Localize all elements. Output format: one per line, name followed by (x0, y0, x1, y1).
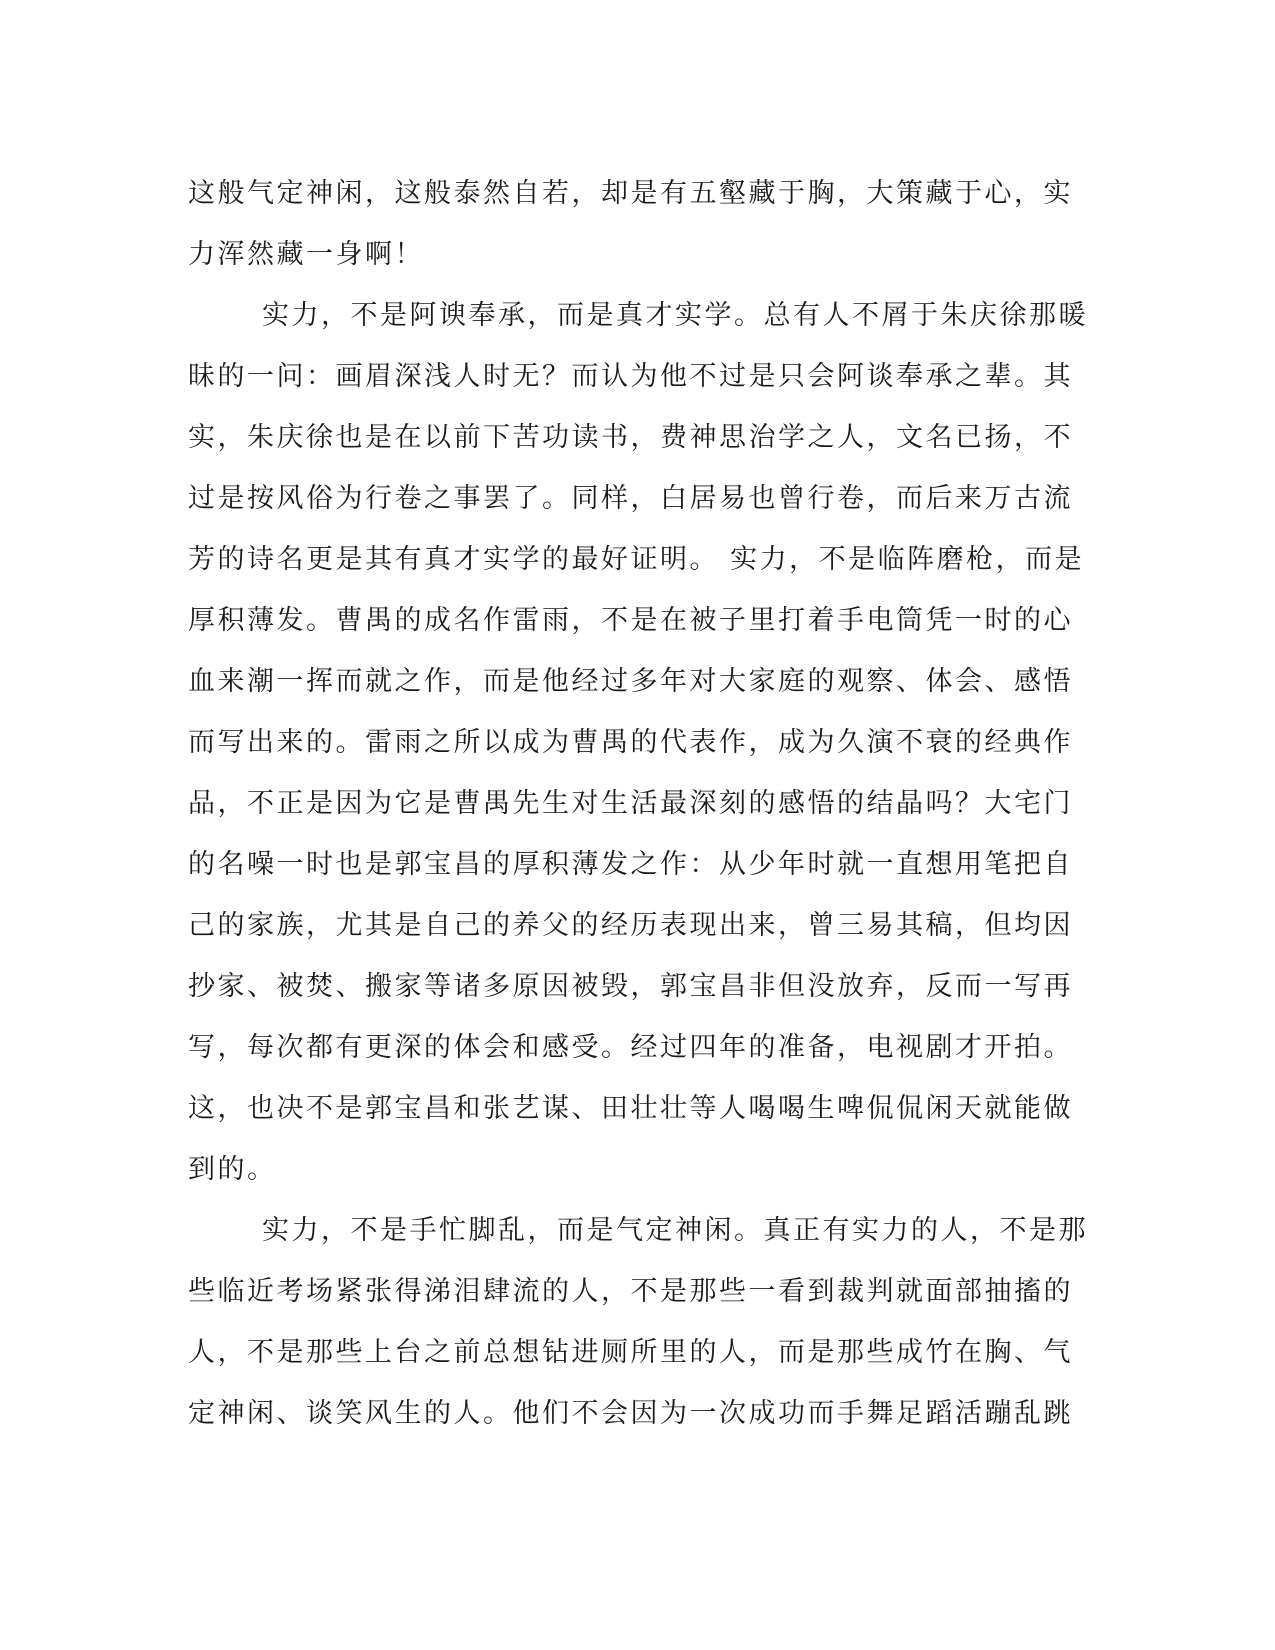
text-line: 己的家族，尤其是自己的养父的经历表现出来，曾三易其稿，但均因 (188, 910, 1073, 941)
text-line: 抄家、被焚、搬家等诸多原因被毁，郭宝昌非但没放弃，反而一写再 (188, 971, 1073, 1002)
text-line: 实，朱庆徐也是在以前下苦功读书，费神思治学之人，文名已扬，不 (188, 422, 1073, 453)
text-line: 些临近考场紧张得涕泪肆流的人，不是那些一看到裁判就面部抽搐的 (188, 1276, 1073, 1307)
text-line: 的名噪一时也是郭宝昌的厚积薄发之作：从少年时就一直想用笔把自 (188, 849, 1073, 880)
text-line: 写，每次都有更深的体会和感受。经过四年的准备，电视剧才开拍。 (188, 1032, 1073, 1063)
text-line: 昧的一问：画眉深浅人时无？而认为他不过是只会阿谈奉承之辈。其 (188, 361, 1073, 392)
paragraph (188, 285, 1088, 1200)
paragraph (188, 1200, 1088, 1444)
text-line: 而写出来的。雷雨之所以成为曹禺的代表作，成为久演不衰的经典作 (188, 727, 1073, 758)
body-text (188, 163, 1088, 1444)
text-line: 力浑然藏一身啊！ (188, 239, 424, 270)
text-line: 过是按风俗为行卷之事罢了。同样，白居易也曾行卷，而后来万古流 (188, 483, 1073, 514)
text-line: 品，不正是因为它是曹禺先生对生活最深刻的感悟的结晶吗？大宅门 (188, 788, 1073, 819)
text-line: 实力，不是手忙脚乱，而是气定神闲。真正有实力的人，不是那 (262, 1215, 1088, 1246)
text-line: 血来潮一挥而就之作，而是他经过多年对大家庭的观察、体会、感悟 (188, 666, 1073, 697)
text-line: 人，不是那些上台之前总想钻进厕所里的人，而是那些成竹在胸、气 (188, 1337, 1073, 1368)
text-line: 芳的诗名更是其有真才实学的最好证明。 实力，不是临阵磨枪，而是 (188, 544, 1085, 575)
text-line: 定神闲、谈笑风生的人。他们不会因为一次成功而手舞足蹈活蹦乱跳 (188, 1398, 1073, 1429)
text-line: 厚积薄发。曹禺的成名作雷雨，不是在被子里打着手电筒凭一时的心 (188, 605, 1073, 636)
text-line: 到的。 (188, 1154, 277, 1185)
paragraph (188, 163, 1073, 285)
text-line: 这，也决不是郭宝昌和张艺谋、田壮壮等人喝喝生啤侃侃闲天就能做 (188, 1093, 1073, 1124)
text-line: 这般气定神闲，这般泰然自若，却是有五壑藏于胸，大策藏于心，实 (188, 178, 1073, 209)
text-line: 实力，不是阿谀奉承，而是真才实学。总有人不屑于朱庆徐那暖 (262, 300, 1088, 331)
